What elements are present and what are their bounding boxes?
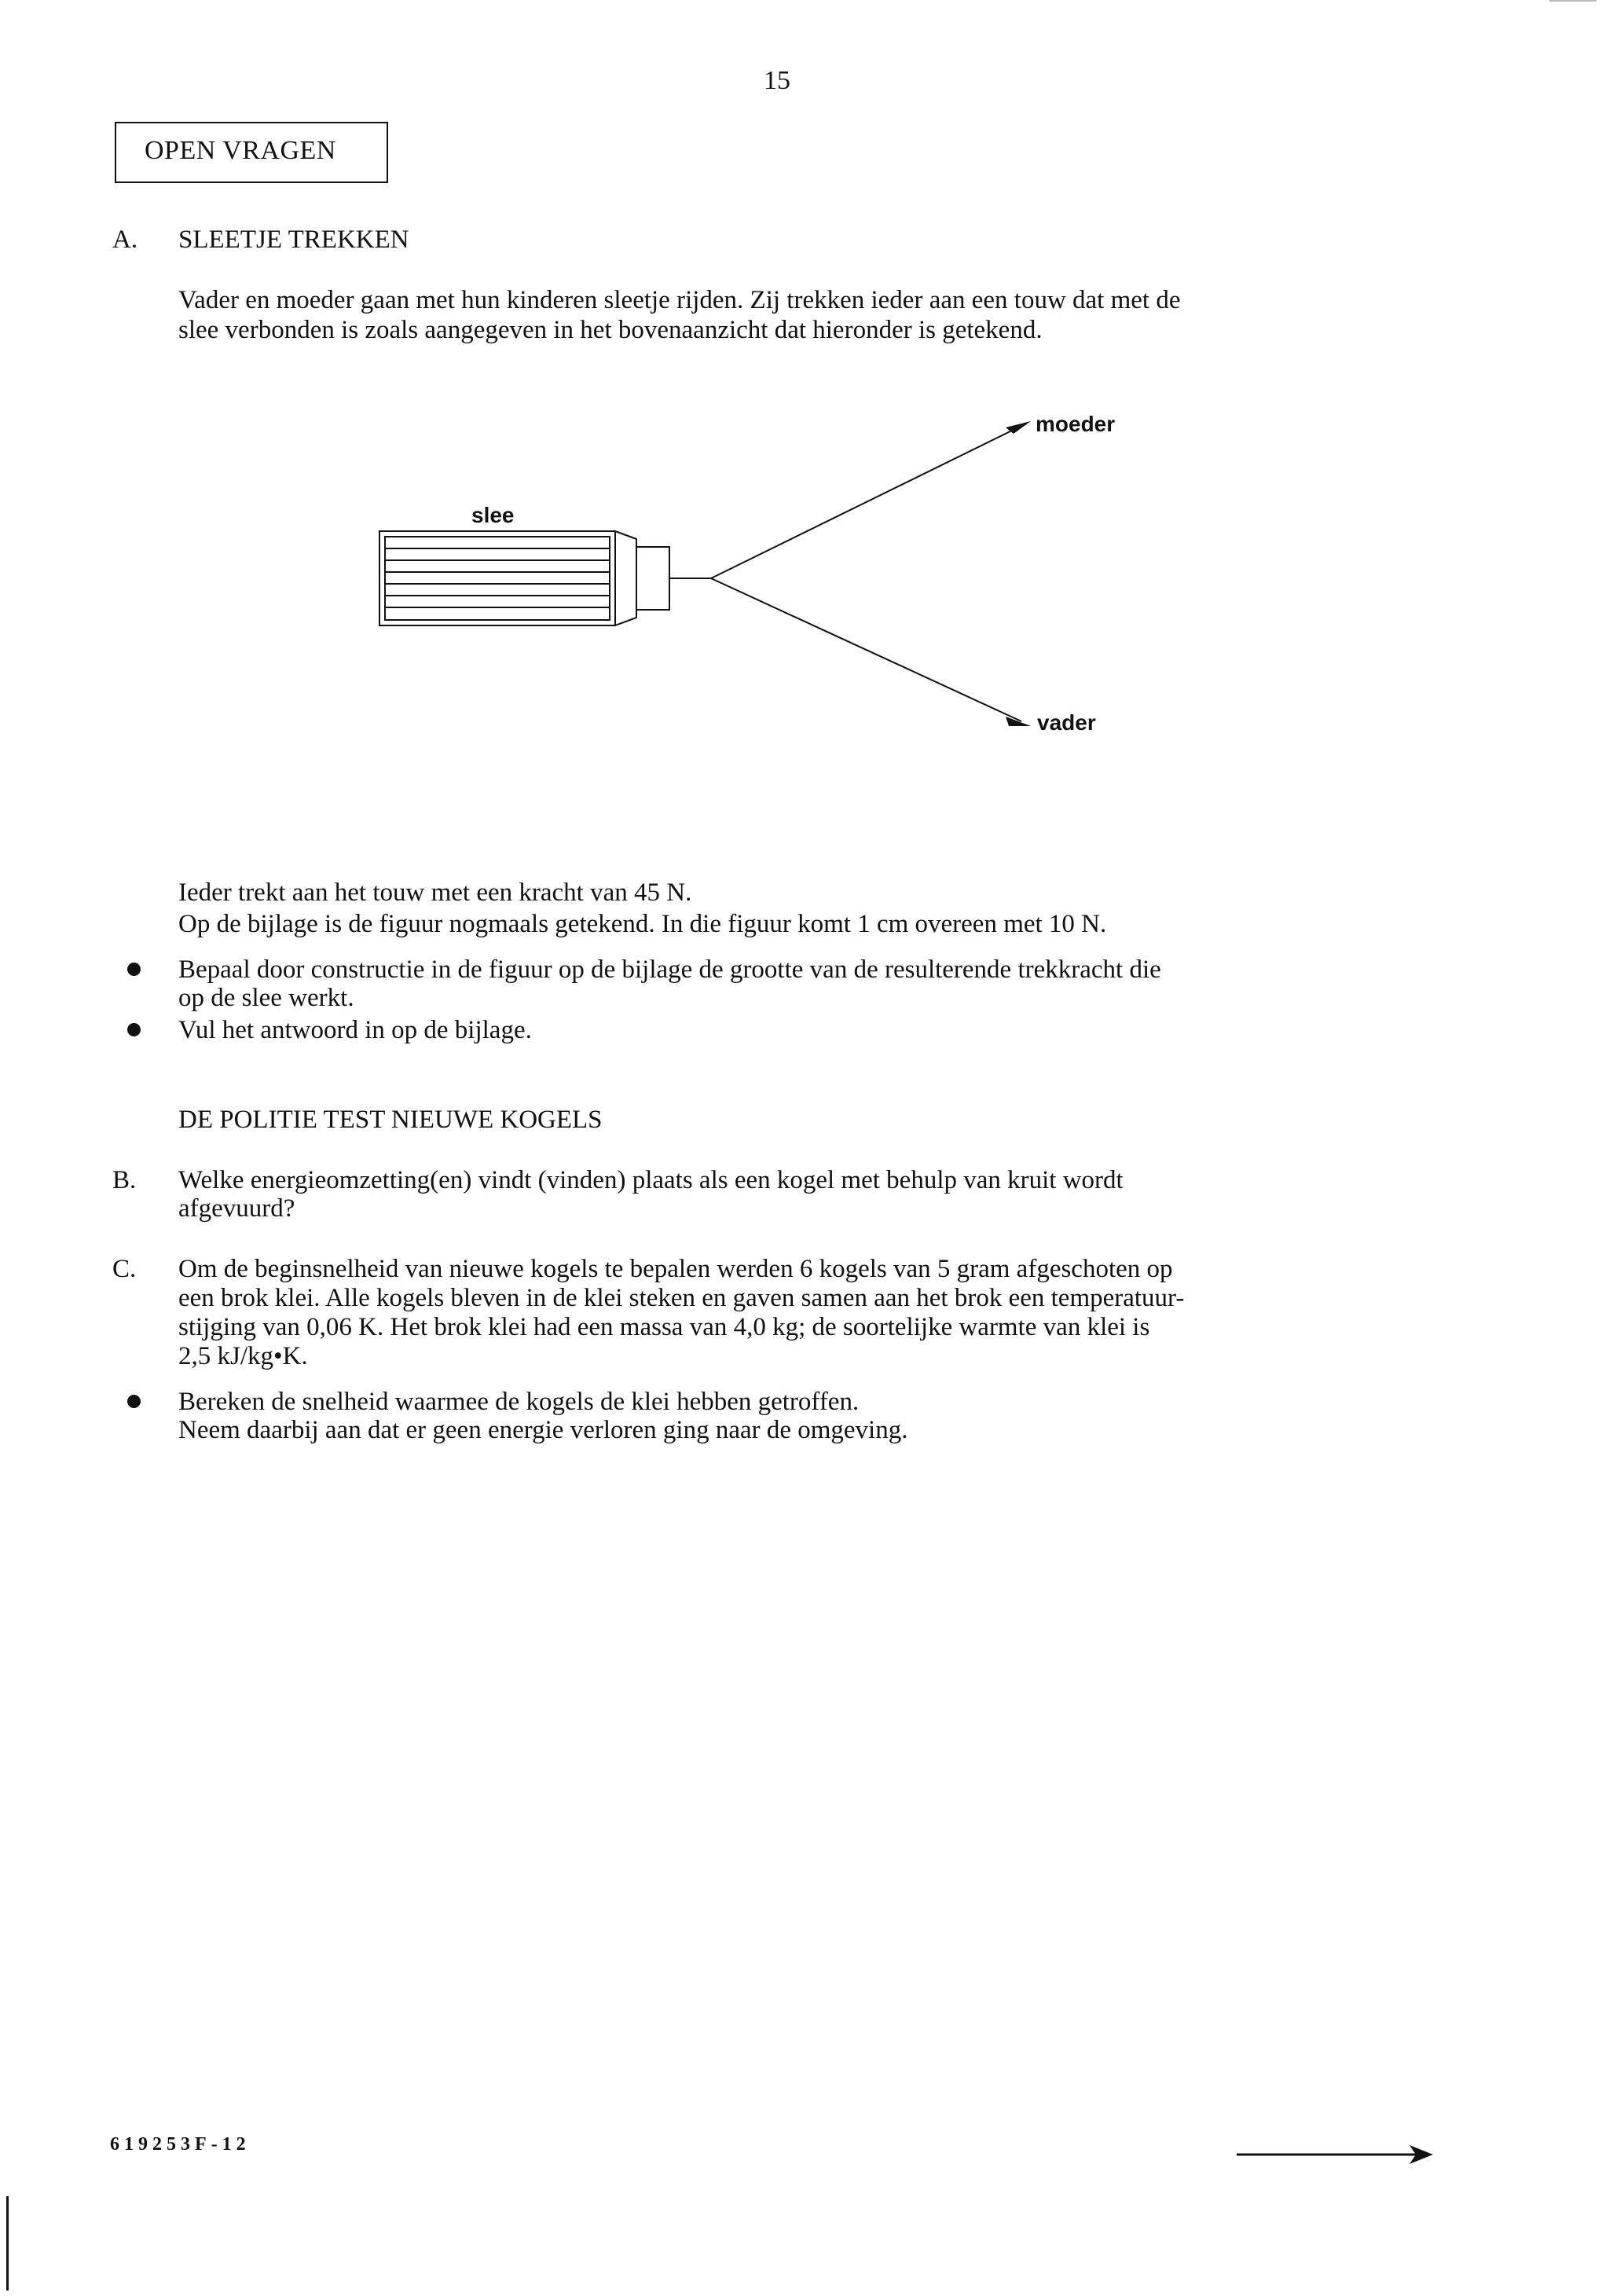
question-c-line-2: een brok klei. Alle kogels bleven in de klei steken en gaven samen aan het brok een temperatuur- xyxy=(178,1284,1185,1312)
task-a2: Vul het antwoord in op de bijlage. xyxy=(178,1016,532,1044)
sled-front xyxy=(615,531,636,625)
task-a1-line-2: op de slee werkt. xyxy=(178,984,354,1012)
rope-to-mother xyxy=(711,426,1021,578)
father-arrowhead xyxy=(1006,717,1031,726)
sled-body xyxy=(379,531,615,625)
question-b-line-2: afgevuurd? xyxy=(178,1194,295,1223)
sled-label: slee xyxy=(471,503,515,527)
next-page-arrow-icon xyxy=(1234,2139,1438,2170)
question-a-title: SLEETJE TREKKEN xyxy=(178,226,409,254)
question-b-line-1: Welke energieomzetting(en) vindt (vinden) plaats als een kogel met behulp van kruit wordt xyxy=(178,1166,1124,1194)
police-section-title: DE POLITIE TEST NIEUWE KOGELS xyxy=(178,1106,603,1134)
question-b-marker: B. xyxy=(112,1166,137,1194)
question-c-line-4: 2,5 kJ/kg•K. xyxy=(178,1342,308,1370)
question-c-marker: C. xyxy=(112,1255,137,1283)
question-a-intro-line-2: slee verbonden is zoals aangegeven in het bovenaanzicht dat hieronder is getekend. xyxy=(178,316,1043,344)
bullet-icon xyxy=(127,1395,141,1408)
question-c-line-3: stijging van 0,06 K. Het brok klei had een massa van 4,0 kg; de soortelijke warmte van klei is xyxy=(178,1313,1150,1341)
question-c-line-1: Om de beginsnelheid van nieuwe kogels te bepalen werden 6 kogels van 5 gram afgeschoten op xyxy=(178,1255,1173,1283)
bullet-icon xyxy=(127,1023,141,1036)
bullet-icon xyxy=(127,963,141,976)
question-a-intro-line-1: Vader en moeder gaan met hun kinderen sleetje rijden. Zij trekken ieder aan een touw dat met de xyxy=(178,286,1181,314)
footer-code: 619253F-12 xyxy=(110,2134,251,2155)
sled-diagram xyxy=(0,0,1624,864)
task-a1-line-1: Bepaal door constructie in de figuur op de bijlage de grootte van de resulterende trekkracht die xyxy=(178,955,1161,984)
rope-to-father xyxy=(711,578,1021,721)
sled-hitch xyxy=(636,547,669,610)
task-c-line-2: Neem daarbij aan dat er geen energie verloren ging naar de omgeving. xyxy=(178,1416,908,1444)
question-a-info-line-2: Op de bijlage is de figuur nogmaals getekend. In die figuur komt 1 cm overeen met 10 N. xyxy=(178,910,1107,938)
task-c-line-1: Bereken de snelheid waarmee de kogels de klei hebben getroffen. xyxy=(178,1388,860,1416)
question-a-info-line-1: Ieder trekt aan het touw met een kracht van 45 N. xyxy=(178,878,692,907)
mother-label: moeder xyxy=(1036,412,1116,436)
scan-margin-mark xyxy=(6,2196,9,2290)
question-a-marker: A. xyxy=(112,226,138,254)
scan-edge-mark xyxy=(1549,0,1597,2)
section-heading: OPEN VRAGEN xyxy=(145,136,336,165)
page-number: 15 xyxy=(764,66,790,95)
father-label: vader xyxy=(1037,710,1096,735)
